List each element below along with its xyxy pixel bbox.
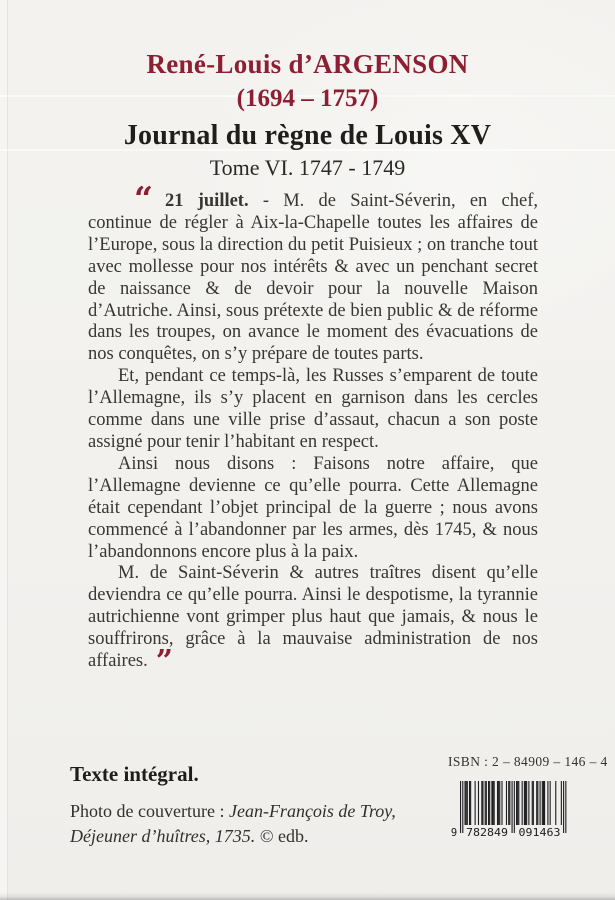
excerpt-date-lead: 21 juillet.	[164, 191, 249, 211]
isbn-number: ISBN : 2 – 84909 – 146 – 4	[448, 754, 608, 769]
excerpt-paragraph-2: Et, pendant ce temps-là, les Russes s’emparent de toute l’Allemagne, ils s’y placent en garnison dans les cercles comme dans une ville prise d’assaut, chacun a son poste assigné pour tenir l’habitant en respect.	[88, 366, 538, 452]
page-bottom-edge	[0, 892, 615, 900]
author-name: René-Louis d’ARGENSON	[146, 49, 469, 79]
full-text-label: Texte intégral.	[70, 762, 199, 786]
footer-credits	[70, 762, 426, 849]
close-quote-mark: ”	[155, 644, 174, 680]
book-title: Journal du règne de Louis XV	[123, 120, 492, 151]
isbn-block	[448, 754, 608, 844]
credit-prefix: Photo de couverture :	[70, 801, 229, 821]
excerpt-paragraph-1	[88, 179, 538, 366]
cover-photo-credit	[70, 799, 426, 849]
credit-publisher: © edb.	[255, 826, 309, 846]
svg-text:9: 9	[450, 827, 458, 839]
volume-subtitle: Tome VI. 1747 - 1749	[209, 155, 406, 180]
excerpt-paragraph-4	[88, 563, 538, 680]
excerpt-paragraph-1-text: - M. de Saint-Séverin, en chef, continue de régler à Aix-la-Chapelle toutes les affaires de l’Europe, sous la direction du petit Puisieux ; on tranche tout avec mollesse pour nos intérêts & avec un penchant secret de naissance & de devoir pour la nouvelle Maison d’Autriche. Ainsi, sous prétexte de bien public & de réforme dans les troupes, on avance le moment des évacuations de nos conquêtes, on s’y prépare de toutes parts.	[88, 191, 538, 365]
credit-artwork: Jean-François de Troy, Déjeuner d’huîtres, 1735.	[70, 801, 396, 846]
open-quote-mark: “	[134, 179, 153, 218]
excerpt-paragraph-3: Ainsi nous disons : Faisons notre affaire, que l’Allemagne devienne ce qu’elle pourra. Cette Allemagne était cependant l’objet principal de la guerre ; nous avons commencé à l’abandonner par les armes, dès 1745, & nous l’abandonnons encore plus à la paix.	[88, 453, 538, 562]
title-block	[0, 49, 615, 181]
svg-text:091463: 091463	[518, 827, 561, 839]
svg-text:782849: 782849	[466, 827, 508, 839]
ean13-barcode	[450, 781, 570, 844]
excerpt-paragraph-4-text: M. de Saint-Séverin & autres traîtres disent qu’elle deviendra ce qu’elle pourra. Ainsi le despotisme, la tyrannie autrichienne vont grimper plus haut que jamais, & nous le souffrirons, grâce à la mauvaise administration de nos affaires.	[88, 563, 538, 672]
quotation-block	[88, 179, 538, 680]
author-dates: (1694 – 1757)	[236, 85, 379, 112]
